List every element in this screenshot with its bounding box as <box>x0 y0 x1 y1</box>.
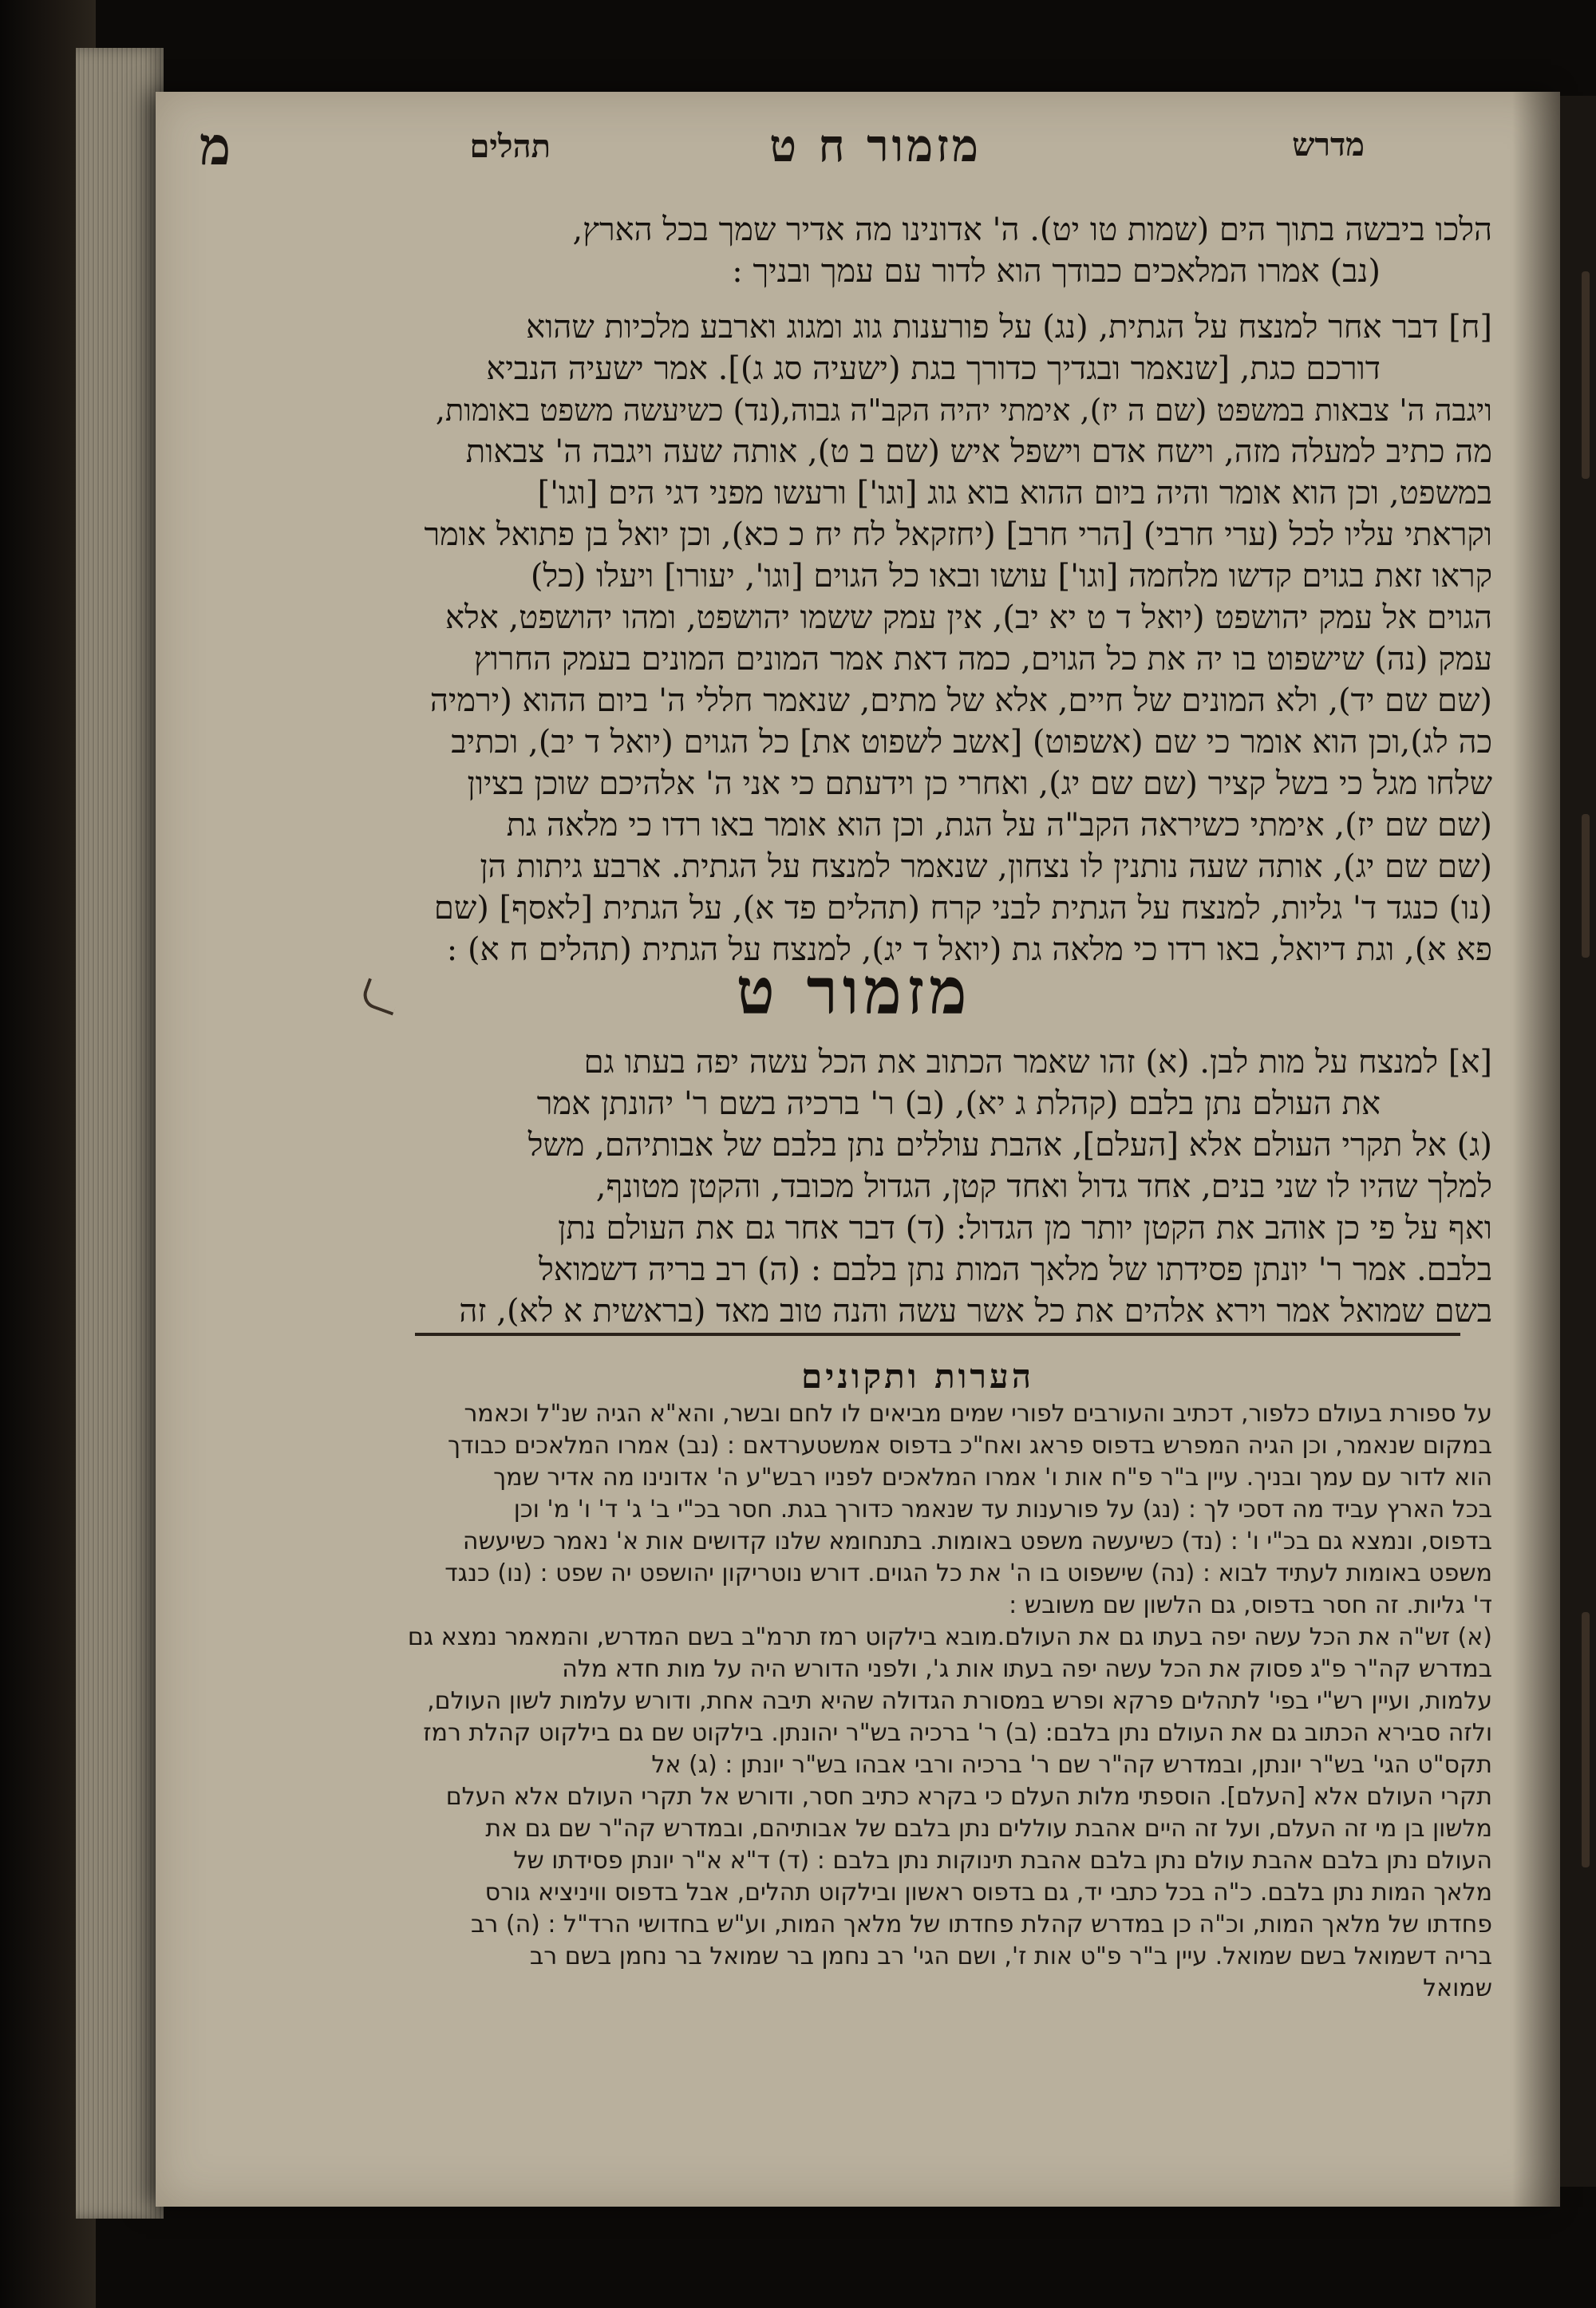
text-line: שלחו מגל כי בשל קציר (שם שם יג), ואחרי כן וידעתם כי אני ה' אלהיכם שוכן בציון <box>467 765 1492 802</box>
cover-wear <box>1582 271 1590 479</box>
text-line: מה כתיב למעלה מזה, וישח אדם וישפל איש (שם ב ט), אותה שעה ויגבה ה' צבאות <box>465 433 1492 470</box>
header-psalm-title: מזמור ח ט <box>769 120 982 172</box>
note-line: שמואל <box>1423 1974 1492 2002</box>
note-line: בכל הארץ עביד מה דסכי לך : (נג) על פורענות עד שנאמר כדורך בגת. חסר בכ"י ב' ג' ד' ו' מ' וכן <box>513 1496 1492 1524</box>
text-line: (שם שם יז), אימתי כשיראה הקב"ה על הגת, וכן הוא אומר באו רדו כי מלאה גת <box>506 807 1492 844</box>
note-line: פחדתו של מלאך המות, וכ"ה כן במדרש קהלת פחדתו של מלאך המות, וע"ש בחדושי הרד"ל : (ה) רב <box>471 1911 1492 1938</box>
text-line: את העולם נתן בלבם (קהלת ג יא), (ב) ר' ברכיה בשם ר' יהונתן אמר <box>536 1085 1381 1122</box>
cover-wear <box>1582 814 1590 958</box>
note-line: (א) זש"ה את הכל עשה יפה בעתו גם את העולם.מובא בילקוט רמז תרמ"ב בשם המדרש, והמאמר נמצא גם <box>407 1623 1492 1651</box>
running-header <box>184 115 1428 192</box>
text-line: (שם שם יג), אותה שעה נותנין לו נצחון, שנאמר למנצח על הגתית. ארבע גיתות הן <box>480 848 1492 885</box>
note-line: תקס"ט הגי' בש"ר יונתן, ובמדרש קה"ר שם ר' ברכיה ורבי אבהו בש"ר יונתן : (ג) אל <box>651 1751 1492 1779</box>
note-line: ד' גליות. זה חסר בדפוס, גם הלשון שם משובש : <box>1009 1591 1492 1619</box>
header-book-word: מדרש <box>1292 126 1365 164</box>
text-line: (שם שם יד), ולא המונים של חיים, אלא של מתים, שנאמר חללי ה' ביום ההוא (ירמיה <box>429 682 1492 719</box>
text-line: [א] למנצח על מות לבן. (א) זהו שאמר הכתוב את הכל עשה יפה בעתו גם <box>583 1044 1492 1081</box>
text-line: הלכו ביבשה בתוך הים (שמות טו יט). ה' אדונינו מה אדיר שמך בכל הארץ, <box>572 211 1492 248</box>
text-line: [ח] דבר אחר למנצח על הגתית, (נג) על פורענות גוג ומגוג וארבע מלכיות שהוא <box>526 309 1492 346</box>
text-line: ויגבה ה' צבאות במשפט (שם ה יז), אימתי יהיה הקב"ה גבוה,(נד) כשיעשה משפט באומות, <box>435 393 1492 428</box>
text-line: וקראתי עליו לכל (ערי חרבי) [הרי חרב] (יחזקאל לח יח כ כא), וכן יואל בן פתואל אומר <box>424 516 1492 553</box>
note-line: תקרי העולם אלא [העלם]. הוספתי מלות העלם כי בקרא כתיב חסר, ודורש אל תקרי העולם אלא העלם <box>445 1783 1492 1811</box>
divider-rule <box>415 1333 1460 1336</box>
text-line: ואף על פי כן אוהב את הקטן יותר מן הגדול: (ד) דבר אחר גם את העולם נתן <box>558 1210 1492 1247</box>
text-line: במשפט, וכן הוא אומר והיה ביום ההוא בוא גוג [וגו'] ורעשו מפני דגי הים [וגו'] <box>537 475 1492 512</box>
note-line: על ספורת בעולם כלפור, דכתיב והעורבים לפורי שמים מביאים לו לחם ובשר, והא"א הגיה שנ"ל וכאמר <box>464 1400 1492 1428</box>
text-line: בשם שמואל אמר וירא אלהים את כל אשר עשה והנה טוב מאד (בראשית א לא), זה <box>459 1293 1492 1330</box>
text-line: בלבם. אמר ר' יונתן פסידתו של מלאך המות נתן בלבם : (ה) רב בריה דשמואל <box>539 1251 1492 1288</box>
note-line: ולזה סבירא הכתוב גם את העולם נתן בלבם: (ב) ר' ברכיה בש"ר יהונתן. בילקוט שם גם בילקוט קהלת רמז <box>423 1719 1492 1747</box>
note-line: במקום שנאמר, וכן הגיה המפרש בדפוס פראג ואח"כ בדפוס אמשטערדאם : (נב) אמרו המלאכים כבודך <box>448 1432 1492 1460</box>
note-line: בריה דשמואל בשם שמואל. עיין ב"ר פ"ט אות ז', ושם הגי' רב נחמן בר שמואל בר נחמן בשם רב <box>529 1942 1492 1970</box>
text-line: למלך שהיו לו שני בנים, אחד גדול ואחד קטן, הגדול מכובד, והקטן מטונף, <box>595 1168 1492 1205</box>
note-line: בדפוס, ונמצא גם בכ"י ו' : (נד) כשיעשה משפט באומות. בתנחומא שלנו קדושים אות א' נאמר כשיעשה <box>462 1527 1492 1555</box>
text-line: עמק (נה) שישפוט בו יה את כל הגוים, כמה דאת אמר המונים המונים בעמק החרוץ <box>473 641 1492 678</box>
note-line: מלאך המות נתן בלבם. כ"ה בכל כתבי יד, גם בדפוס ראשון ובילקוט תהלים, אבל בדפוס וויניציא גורס <box>484 1879 1492 1907</box>
psalm9-text-block <box>239 1041 1492 1332</box>
text-line: קראו זאת בגוים קדשו מלחמה [וגו'] עושו ובאו כל הגוים [וגו', יעורו] ויעלו (כל) <box>530 558 1492 595</box>
page-gutter-shadow <box>1512 92 1560 2207</box>
note-line: מלשון בן מי זה העלם, ועל זה היים אהבת עוללים נתן בלבם של אבותיהם, ובמדרש קה"ר שם גם את <box>485 1815 1492 1843</box>
notes-block <box>239 1398 1492 2005</box>
psalm8-text-block <box>239 209 1492 970</box>
note-line: העולם נתן בלבם אהבת עולם נתן בלבם אהבת תינוקות נתן בלבם : (ד) ד"א א"ר יונתן פסידתו של <box>513 1847 1492 1875</box>
notes-title: הערות ותקונים <box>800 1357 1034 1396</box>
section-title: מזמור ט <box>736 954 972 1029</box>
note-line: משפט באומות לעתיד לבוא : (נה) שישפוט בו ה' את כל הגוים. דורש נוטריקון יהושפט יה שפט : (נו) כנגד <box>444 1559 1492 1587</box>
text-line: דורכם כגת, [שנאמר ובגדיך כדורך בגת (ישעיה סג ג)]. אמר ישעיה הנביא <box>486 350 1381 387</box>
note-line: הוא לדור עם עמך ובניך. עיין ב"ר פ"ח אות ו' אמרו המלאכים לפניו רבש"ע ה' אדונינו מה אדיר שמך <box>493 1464 1492 1492</box>
text-line: (ג) אל תקרי העולם אלא [העלם], אהבת עוללים נתן בלבם של אבותיהם, משל <box>527 1127 1492 1164</box>
text-line: כה לג),וכן הוא אומר כי שם (אשפוט) [אשב לשפוט את] כל הגוים (יואל ד יב), וכתיב <box>451 724 1492 761</box>
cover-wear <box>1582 1612 1590 1867</box>
text-line: (נו) כנגד ד' גליות, למנצח על הגתית לבני קרח (תהלים פד א), על הגתית [לאסף] (שם <box>433 890 1492 927</box>
back-cover-edge <box>1560 96 1596 2187</box>
text-line: פא א), וגת דיואל, באו רדו כי מלאה גת (יואל ד יג), למנצח על הגתית (תהלים ח א) : <box>446 931 1492 968</box>
page-edges <box>76 48 164 2219</box>
text-line: הגוים אל עמק יהושפט (יואל ד ט יא יב), אין עמק ששמו יהושפט, ומהו יהושפט, אלא <box>445 599 1492 636</box>
note-line: עלמות, ועיין רש"י בפי' לתהלים פרקא ופרש במסורת הגדולה שהיא תיבה אחת, ודורש עלמות לשון העולם, <box>427 1687 1492 1715</box>
note-line: במדרש קה"ר פ"ג פסוק את הכל עשה יפה בעתו אות ג', ולפני הדורש היה על מות חדא מלה <box>562 1655 1492 1683</box>
text-line: (נב) אמרו המלאכים כבודך הוא לדור עם עמך ובניך : <box>732 253 1381 290</box>
header-book-name: תהלים <box>469 128 551 165</box>
page-number: מ <box>200 115 231 177</box>
